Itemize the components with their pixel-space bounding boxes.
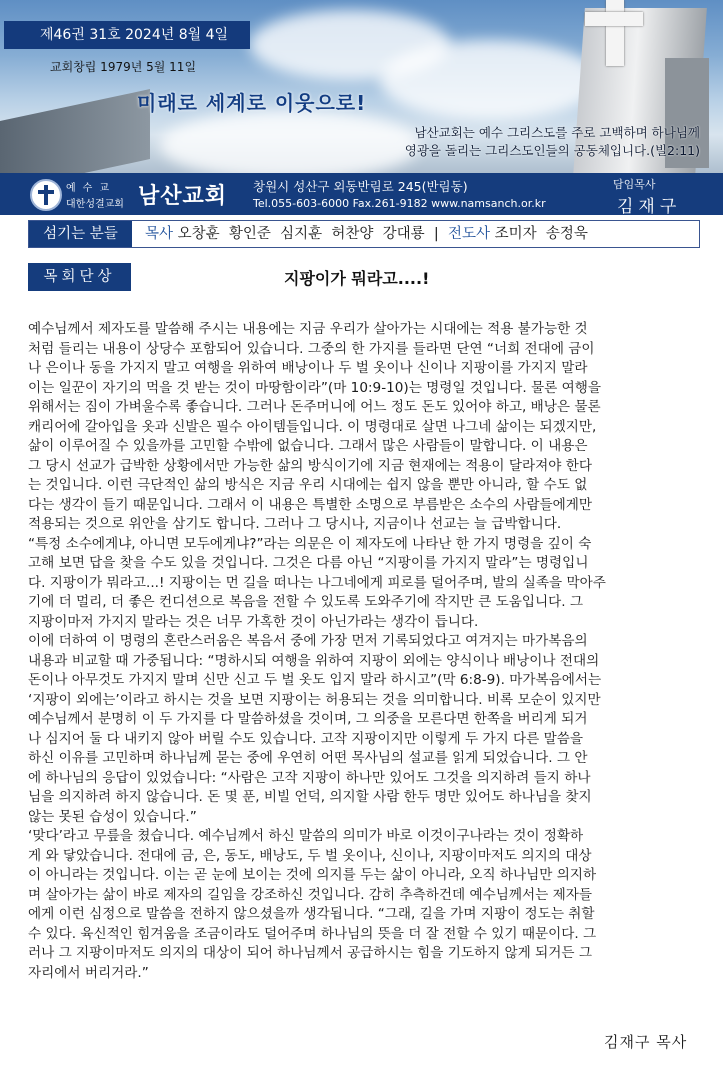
church-address: 창원시 성산구 외동반림로 245(반림동) bbox=[253, 179, 468, 194]
column-body bbox=[28, 320, 700, 983]
column-signature: 김재구 목사 bbox=[604, 1033, 688, 1051]
body-line: 하신 이유를 고민하며 하나님께 묻는 중에 우연히 어떤 목사님의 설교를 읽게 되었습니다. 그 안 bbox=[28, 750, 588, 766]
body-line: 삶이 이루어질 수 있을까를 고민할 수밖에 없습니다. 그래서 많은 사람들이 말합니다. 이 내용은 bbox=[28, 438, 588, 454]
body-line: ‘맞다’라고 무릎을 쳤습니다. 예수님께서 하신 말씀의 의미가 바로 이것이구나라는 것이 정확하 bbox=[28, 828, 584, 844]
building-image bbox=[0, 89, 150, 173]
body-line: 지팡이마저 가지지 말라는 것은 너무 가혹한 것이 아닌가라는 생각이 듭니다. bbox=[28, 613, 479, 630]
logo-cross-icon-bar bbox=[38, 190, 54, 194]
cross-icon-bar bbox=[585, 12, 643, 26]
body-line: 님을 의지하려 하지 않습니다. 돈 몇 푼, 비빌 언덕, 의지할 사람 한두 명만 있어도 하나님을 찾지 bbox=[28, 789, 592, 805]
body-line: 다. 지팡이가 뭐라고...! 지팡이는 먼 길을 떠나는 나그네에게 피로를 덜어주며, 발의 실족을 막아주 bbox=[28, 574, 606, 591]
body-line: 돈이나 아무것도 가지지 말며 신만 신고 두 벌 옷도 입지 말라 하시고”(막 6:8-9). 마가복음에서는 bbox=[28, 672, 602, 688]
staff-label: 섬기는 분들 bbox=[29, 221, 132, 247]
church-motto: 미래로 세계로 이웃으로! bbox=[137, 91, 367, 115]
evangelist-title: 전도사 bbox=[447, 226, 490, 242]
evangelist-names: 조미자 송정욱 bbox=[494, 226, 588, 242]
cross-icon bbox=[606, 0, 624, 66]
masthead bbox=[0, 0, 723, 173]
staff-members bbox=[145, 221, 588, 247]
church-info-bar bbox=[0, 173, 723, 215]
body-line: 적용되는 것으로 위안을 삼기도 합니다. 그러나 그 당시나, 지금이나 선교는 늘 급박합니다. bbox=[28, 516, 562, 532]
body-line: 에게 이런 심정으로 말씀을 전하지 않으셨을까 생각됩니다. “그래, 길을 가며 지팡이 정도는 취할 bbox=[28, 906, 595, 922]
church-contact: Tel.055-603-6000 Fax.261-9182 www.namsanch.or.kr bbox=[253, 197, 546, 210]
body-line: 그 당시 선교가 급박한 상황에서만 가능한 삶의 방식이기에 지금 현재에는 적용이 달라져야 한다 bbox=[28, 457, 592, 474]
body-line: 처럼 들리는 내용이 상당수 포함되어 있습니다. 그중의 한 가지를 들라면 단연 “너희 전대에 금이 bbox=[28, 340, 595, 357]
body-line: 게 와 닿았습니다. 전대에 금, 은, 동도, 배낭도, 두 벌 옷이나, 신이나, 지팡이마저도 의지의 대상 bbox=[28, 847, 592, 864]
body-line: 는 것입니다. 이런 극단적인 삶의 방식은 지금 우리 시대에는 쉽지 않을 뿐만 아니라, 할 수도 없 bbox=[28, 477, 588, 493]
body-line: 예수님께서 제자도를 말씀해 주시는 내용에는 지금 우리가 살아가는 시대에는 적용 불가능한 것 bbox=[28, 321, 588, 337]
sky-cloud bbox=[380, 40, 600, 120]
body-line: ‘지팡이 외에는’이라고 하시는 것을 보면 지팡이는 허용되는 것을 의미합니다. 비록 모순이 있지만 bbox=[28, 691, 601, 708]
body-line: 예수님께서 분명히 이 두 가지를 다 말씀하셨을 것이며, 그 의중을 모른다면 한쪽을 버리게 되거 bbox=[28, 711, 588, 727]
issue-info: 제46권 31호 2024년 8월 4일 bbox=[4, 21, 250, 49]
senior-pastor-name: 김재구 bbox=[617, 197, 682, 217]
denomination-line-2: 대한성결교회 bbox=[66, 199, 124, 210]
column-title: 지팡이가 뭐라고....! bbox=[284, 269, 430, 288]
church-name: 남산교회 bbox=[138, 184, 228, 209]
body-line: 며 살아가는 삶이 바로 제자의 길임을 강조하신 것입니다. 감히 추측하건데 예수님께서는 제자들 bbox=[28, 886, 592, 903]
body-line: 수 있다. 육신적인 힘겨움을 조금이라도 덜어주며 하나님의 뜻을 더 잘 전할 수 있기 때문이다. 그 bbox=[28, 925, 597, 942]
mission-statement bbox=[360, 124, 700, 160]
mission-line: 영광을 돌리는 그리스도인들의 공동체입니다.(빌2:11) bbox=[404, 143, 700, 158]
body-line: 나 심지어 둘 다 내키지 않아 버릴 수도 있습니다. 고작 지팡이지만 이렇게 두 가지 다른 말씀을 bbox=[28, 730, 584, 747]
denomination-line-1: 예수교 bbox=[66, 183, 116, 194]
staff-list bbox=[28, 220, 700, 248]
column-tag: 목회단상 bbox=[28, 263, 131, 291]
mission-line: 남산교회는 예수 그리스도를 주로 고백하며 하나님께 bbox=[414, 125, 700, 140]
body-line: 러나 그 지팡이마저도 의지의 대상이 되어 하나님께서 공급하시는 힘을 기도하지 않게 되거든 그 bbox=[28, 945, 592, 961]
body-line: “특정 소수에게냐, 아니면 모두에게냐?”라는 의문은 이 제자도에 나타난 한 가지 명령을 깊이 숙 bbox=[28, 535, 592, 552]
body-line: 내용과 비교할 때 가중됩니다: “명하시되 여행을 위하여 지팡이 외에는 양식이나 배낭이나 전대의 bbox=[28, 652, 600, 669]
pastors-title: 목사 bbox=[145, 226, 174, 242]
body-line: 이에 더하여 이 명령의 혼란스러움은 복음서 중에 가장 먼저 기록되었다고 여겨지는 마가복음의 bbox=[28, 633, 588, 649]
senior-pastor-label: 담임목사 bbox=[613, 178, 656, 191]
logo-cross-icon bbox=[44, 185, 48, 205]
body-line: 캐리어에 갈아입을 옷과 신발은 필수 아이템들입니다. 이 명령대로 살면 나그네 삶이는 되겠지만, bbox=[28, 418, 597, 435]
body-line: 않는 못된 습성이 있습니다.” bbox=[28, 808, 197, 825]
body-line: 에 하나님의 응답이 있었습니다: “사람은 고작 지팡이 하나만 있어도 그것을 의지하려 들지 하나 bbox=[28, 769, 591, 786]
body-line: 이 아니라는 것입니다. 이는 곧 눈에 보이는 것에 의지를 두는 삶이 아니라, 오직 하나님만 의지하 bbox=[28, 867, 597, 883]
body-line: 자리에서 버리거라.” bbox=[28, 964, 149, 981]
pastors-names: 오창훈 황인준 심지훈 허찬양 강대룡 | bbox=[177, 226, 439, 242]
body-line: 고해 보면 답을 찾을 수도 있을 것입니다. 그것은 다름 아닌 “지팡이를 가지지 말라”는 명령입니 bbox=[28, 555, 589, 571]
body-line: 위해서는 짐이 가벼울수록 좋습니다. 그러나 돈주머니에 어느 정도 돈도 있어야 하고, 배낭은 물론 bbox=[28, 399, 601, 415]
body-line: 다는 생각이 들기 때문입니다. 그래서 이 내용은 특별한 소명으로 부름받은 소수의 사람들에게만 bbox=[28, 496, 592, 513]
body-line: 나 은이나 동을 가지지 말고 여행을 위하여 배낭이나 두 벌 옷이나 신이나 지팡이를 가지지 말라 bbox=[28, 360, 588, 376]
founding-date: 교회창립 1979년 5월 11일 bbox=[50, 60, 197, 74]
body-line: 기에 더 멀리, 더 좋은 컨디션으로 복음을 전할 수 있도록 도와주기에 작지만 큰 도움입니다. 그 bbox=[28, 594, 584, 610]
body-line: 이는 일꾼이 자기의 먹을 것 받는 것이 마땅함이라”(마 10:9-10)는 명령일 것입니다. 물론 여행을 bbox=[28, 379, 602, 396]
